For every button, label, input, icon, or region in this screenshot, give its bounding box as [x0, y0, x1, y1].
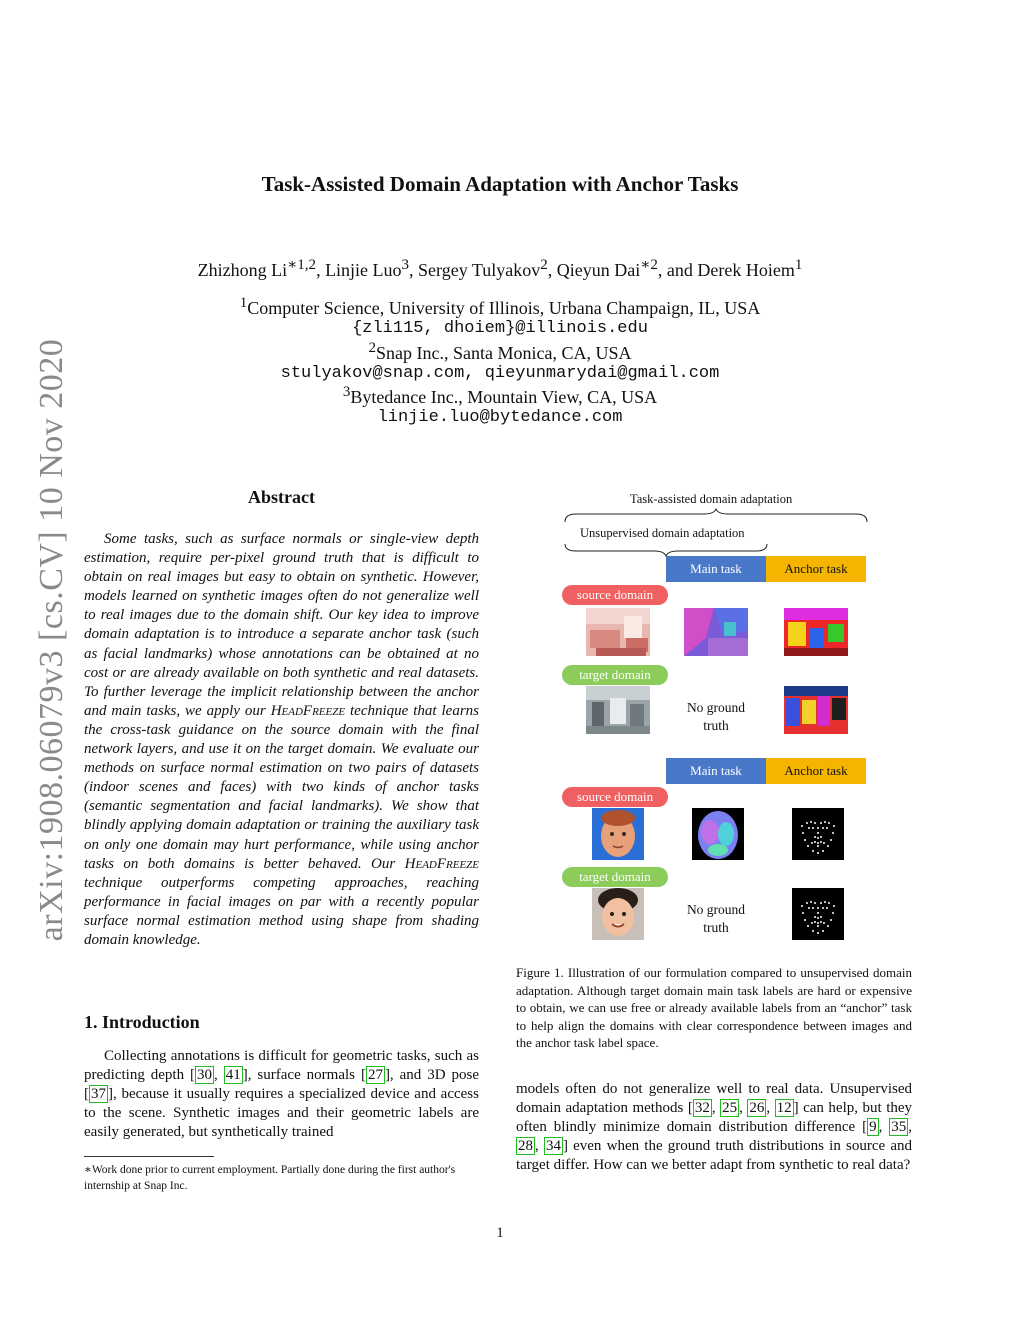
body-text: ] even when the ground truth distributions in source and target differ. How can we better adapt from synthetic to real data? [516, 1138, 913, 1174]
citation-link[interactable]: 9 [869, 1119, 877, 1136]
headfreeze-term: HeadFreeze [404, 855, 480, 872]
target-domain-pill: target domain [562, 867, 668, 887]
author-list [0, 255, 1000, 281]
abstract-text: technique outperforms competing approaches, reaching performance in facial images on par with a recently popular surface normal estimation method using shape from shading domain knowledge. [84, 874, 479, 948]
footnote: ∗Work done prior to current employment. Partially done during the first author's internship at Snap Inc. [84, 1164, 456, 1192]
intro-paragraph-continued: models often do not generalize well to real data. Unsupervised domain adaptation methods [ 32 , 25 , 26 , 12 ] can help, but they often blindly minimize domain distribution difference [ 9 , 35 , 28 , 34 ] even when the ground truth distributions in source and target differ. How can we better adapt from synthetic to real data? [516, 1081, 913, 1174]
citation-link[interactable]: 27 [367, 1067, 383, 1084]
face-real-landmarks [792, 888, 844, 940]
headfreeze-term: HeadFreeze [270, 702, 346, 719]
intro-paragraph: Collecting annotations is difficult for geometric tasks, such as predicting depth [ 30 , 41 ], surface normals [ 27 ], and 3D pose [ 37 ], because it usually requires a specialized device and access to the scene. Synthetic images and their geometric labels are easily generated, but synthetically trained [84, 1048, 480, 1141]
room-real-image [586, 686, 650, 734]
author-name: , Qieyun Dai [547, 260, 641, 280]
aff-sup: 2 [368, 340, 376, 356]
no-gt-line: No ground [686, 700, 746, 715]
citation-link[interactable]: 25 [722, 1100, 738, 1117]
author-sup: 3 [401, 257, 410, 273]
section-heading-introduction: 1. Introduction [84, 1012, 200, 1032]
citation-link[interactable]: 32 [694, 1100, 710, 1117]
brace-task-assisted [564, 508, 868, 524]
author-sup: 1 [794, 257, 803, 273]
main-task-header: Main task [666, 758, 766, 784]
citation-link[interactable]: 37 [91, 1086, 106, 1103]
source-domain-pill: source domain [562, 787, 668, 807]
source-domain-pill: source domain [562, 585, 668, 605]
body-text: models often do not generalize well to real data. Unsupervised domain adaptation methods [ [516, 1081, 912, 1117]
email-1[interactable]: {zli115, dhoiem}@illinois.edu [352, 319, 648, 338]
citation-link[interactable]: 35 [891, 1119, 907, 1136]
author-sup: ∗1,2 [287, 257, 317, 273]
author-name: Zhizhong Li [197, 260, 288, 280]
citation-link[interactable]: 28 [518, 1138, 533, 1155]
abstract-text: technique that learns the cross-task guidance on the source domain with the final network layers, and use it on the target domain. We evaluate our methods on surface normal estimation on two pairs of datasets (indoor scenes and faces) with two kinds of anchor tasks (semantic segmentation and facial landmarks). We show that blindly applying domain adaptation or training the auxiliary task on only one domain may hurt performance, while using anchor tasks on both domains is better behaved. Our [84, 702, 480, 872]
face-normal-map [692, 808, 744, 860]
author-name: , and Derek Hoiem [657, 260, 795, 280]
no-ground-truth-face [671, 901, 761, 937]
figure-1 [516, 488, 916, 958]
affiliation-1 [0, 295, 1000, 319]
abstract-body [84, 530, 479, 950]
anchor-task-header: Anchor task [766, 758, 866, 784]
no-ground-truth-room [671, 699, 761, 735]
task-assisted-label: Task-assisted domain adaptation [630, 492, 793, 506]
no-gt-line: truth [703, 920, 729, 935]
room-synthetic-image [586, 608, 650, 656]
face-real-image [592, 888, 644, 940]
affiliation-2 [0, 340, 1000, 364]
anchor-task-header: Anchor task [766, 556, 866, 582]
citation-link[interactable]: 12 [776, 1100, 792, 1117]
room-real-segmentation [784, 686, 848, 734]
page-number: 1 [496, 1225, 504, 1241]
body-text: ] can help, but they often blindly minimize domain distribution difference [ [516, 1100, 913, 1136]
citation-link[interactable]: 26 [749, 1100, 765, 1117]
author-sup: 2 [540, 257, 548, 273]
no-gt-line: No ground [686, 902, 746, 917]
citation-link[interactable]: 34 [545, 1138, 561, 1155]
aff-name: Snap Inc., Santa Monica, CA, USA [376, 343, 632, 363]
target-domain-pill: target domain [562, 665, 668, 685]
main-task-header: Main task [666, 556, 766, 582]
no-gt-line: truth [703, 718, 729, 733]
author-sup: ∗2 [640, 257, 658, 273]
body-text: ], because it usually requires a specialized device and access to the scene. Synthetic images and their geometric labels are easily generated, but synthetically trained [84, 1086, 479, 1141]
aff-name: Computer Science, University of Illinois, Urbana Champaign, IL, USA [247, 298, 761, 318]
paper-title: Task-Assisted Domain Adaptation with Anchor Tasks [261, 172, 739, 196]
face-landmarks-map [792, 808, 844, 860]
author-name: , Linjie Luo [316, 260, 402, 280]
unsupervised-label: Unsupervised domain adaptation [580, 526, 745, 540]
citation-link[interactable]: 30 [197, 1067, 213, 1084]
room-normal-map [684, 608, 748, 656]
abstract-heading: Abstract [248, 487, 315, 507]
figure-caption: Figure 1. Illustration of our formulation compared to unsupervised domain adaptation. Although target domain main task labels are hard or expensive to obtain, we can use free or already available labels from an “anchor” task to help align the domains with clear correspondence between images and the anchor task label space. [516, 965, 912, 1051]
email-3[interactable]: linjie.luo@bytedance.com [377, 408, 623, 427]
aff-sup: 3 [342, 384, 351, 400]
body-text: Collecting annotations is difficult for geometric tasks, such as predicting depth [ [84, 1048, 479, 1084]
email-2[interactable]: stulyakov@snap.com, qieyunmarydai@gmail.com [280, 364, 720, 383]
aff-name: Bytedance Inc., Mountain View, CA, USA [350, 387, 658, 407]
body-text: ], surface normals [ [242, 1067, 366, 1084]
aff-sup: 1 [239, 295, 248, 311]
citation-link[interactable]: 41 [225, 1067, 241, 1084]
arxiv-stamp: arXiv:1908.06079v3 [cs.CV] 10 Nov 2020 [33, 338, 70, 942]
affiliation-3 [0, 384, 1000, 408]
body-text: ], and 3D pose [ [84, 1067, 480, 1103]
footnote-rule [84, 1156, 214, 1157]
author-name: , Sergey Tulyakov [409, 260, 541, 280]
abstract-text: Some tasks, such as surface normals or single-view depth estimation, require per-pixel ground truth that is difficult to obtain on real images but easy to obtain on synthetic. However, models learned on synthetic images often do not generalize well to real images due to the domain shift. Our key idea to improve domain adaptation is to introduce a separate anchor task (such as facial landmarks) whose annotations can be obtained at no cost or are already available on both synthetic and real datasets. To further leverage the implicit relationship between the anchor and main tasks, we apply our [84, 531, 479, 719]
room-segmentation-map [784, 608, 848, 656]
face-synthetic-image [592, 808, 644, 860]
